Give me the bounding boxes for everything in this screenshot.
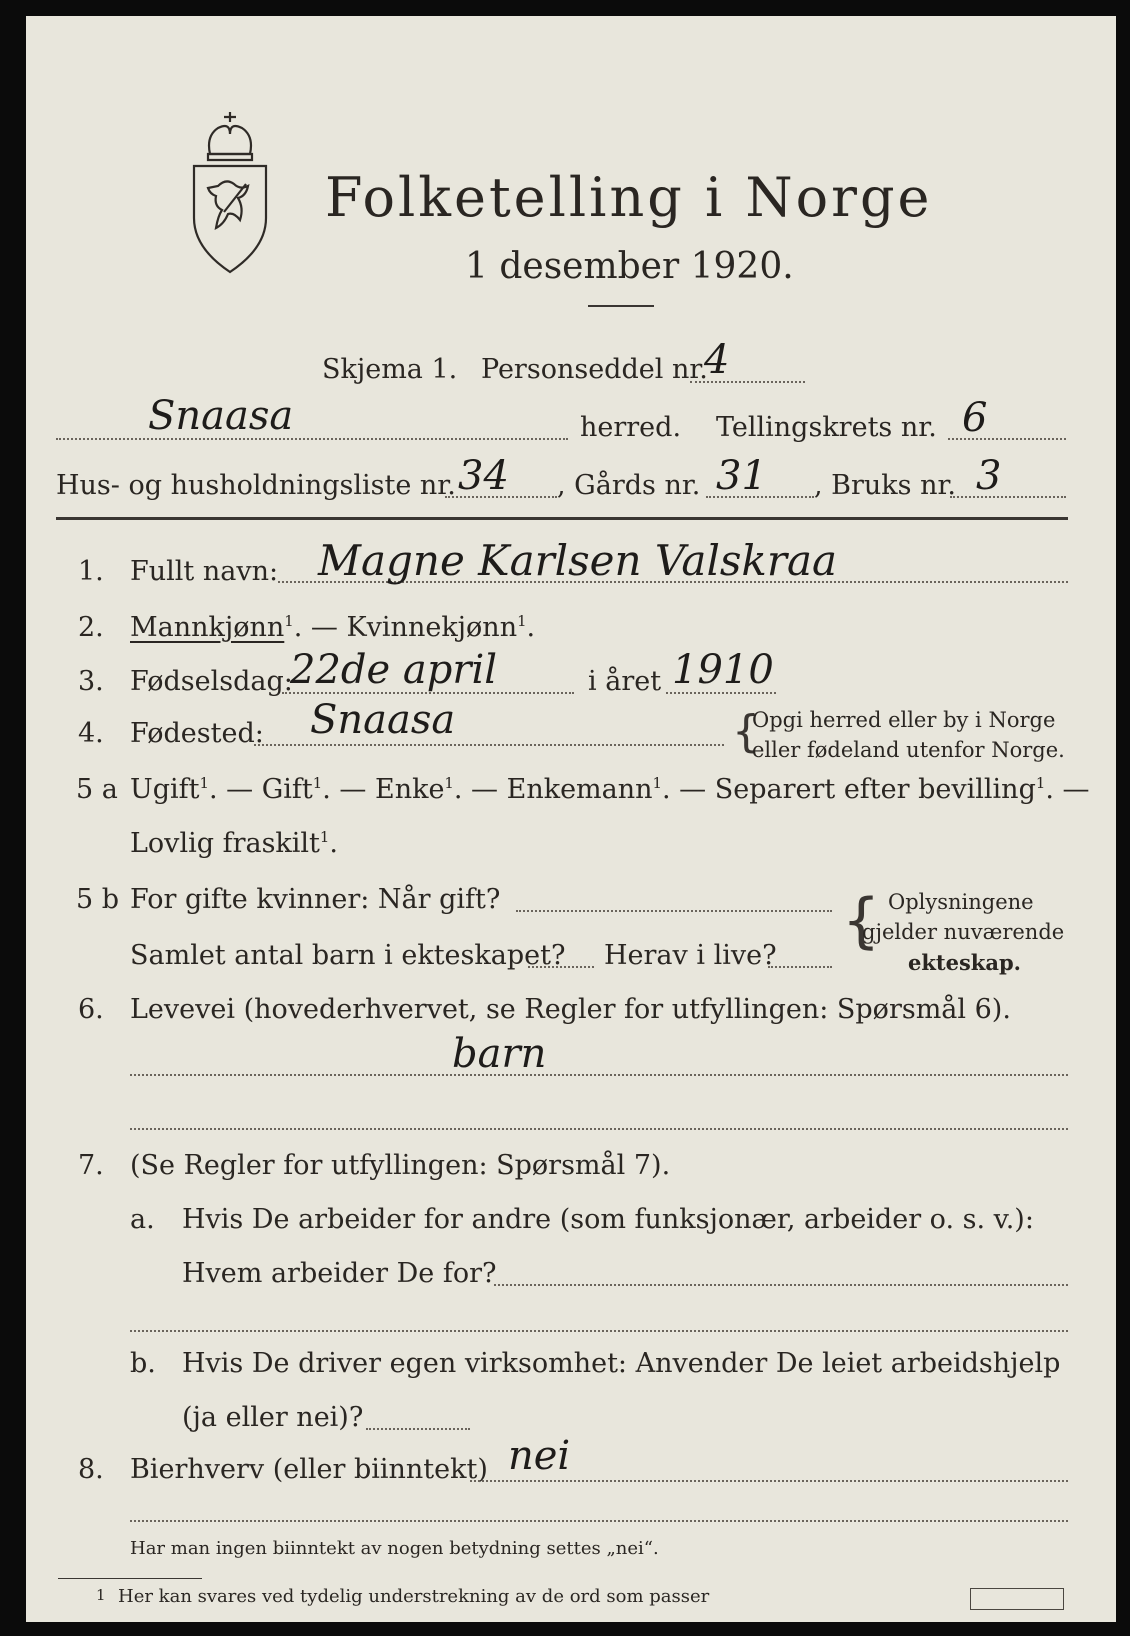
q3-year-value: 1910 bbox=[672, 647, 774, 693]
tellingskrets-label: Tellingskrets nr. bbox=[716, 412, 937, 443]
q1-number: 1. bbox=[78, 556, 104, 587]
bruks-value: 3 bbox=[976, 453, 1002, 499]
footnote-text: Her kan svares ved tydelig understrekning av de ord som passer bbox=[118, 1586, 710, 1607]
q1-label: Fullt navn: bbox=[130, 556, 279, 587]
q2-female-option: Kvinnekjønn bbox=[346, 612, 518, 643]
q5a-divorced-option: Lovlig fraskilt$^1$. bbox=[130, 828, 338, 859]
schema-label: Skjema 1. bbox=[322, 354, 458, 385]
q3-label: Fødselsdag: bbox=[130, 666, 293, 697]
q5b-line1: For gifte kvinner: Når gift? bbox=[130, 884, 501, 915]
printer-stamp bbox=[970, 1588, 1064, 1610]
herred-value: Snaasa bbox=[148, 393, 294, 439]
q4-label: Fødested: bbox=[130, 718, 264, 749]
q5b-note-line3: ekteskap. bbox=[908, 950, 1021, 975]
tellingskrets-value: 6 bbox=[962, 395, 988, 441]
q4-number: 4. bbox=[78, 718, 104, 749]
form-title: Folketelling i Norge bbox=[325, 166, 933, 229]
q5a-marital-options: Ugift$^1$. — Gift$^1$. — Enke$^1$. — Enkemann$^1$. — Separert efter bevilling$^1$. — bbox=[130, 774, 1090, 805]
footnote-divider bbox=[58, 1578, 202, 1579]
q8-note: Har man ingen biinntekt av nogen betydning settes „nei“. bbox=[130, 1538, 659, 1559]
q8-label: Bierhverv (eller biinntekt) bbox=[130, 1454, 488, 1485]
q7a-line1: Hvis De arbeider for andre (som funksjonær, arbeider o. s. v.): bbox=[182, 1204, 1034, 1235]
q3-number: 3. bbox=[78, 666, 104, 697]
q5b-number: 5 b bbox=[76, 884, 120, 915]
title-divider bbox=[588, 305, 654, 307]
norwegian-coat-of-arms-icon bbox=[180, 108, 280, 276]
personseddel-label: Personseddel nr. bbox=[481, 354, 708, 385]
q7b-line1: Hvis De driver egen virksomhet: Anvender De leiet arbeidshjelp bbox=[182, 1348, 1061, 1379]
q4-note-line1: Opgi herred eller by i Norge bbox=[752, 708, 1056, 732]
q3-year-label: i året bbox=[588, 666, 662, 697]
footnote-marker: 1 bbox=[96, 1586, 106, 1604]
gards-label: , Gårds nr. bbox=[557, 470, 701, 501]
q5b-brace: { bbox=[842, 886, 881, 956]
q7b-number: b. bbox=[130, 1348, 156, 1379]
hus-label: Hus- og husholdningsliste nr. bbox=[56, 470, 456, 501]
q7b-line2: (ja eller nei)? bbox=[182, 1402, 364, 1433]
q8-number: 8. bbox=[78, 1454, 104, 1485]
q3-birthday-value: 22de april bbox=[290, 647, 498, 693]
q7a-line2: Hvem arbeider De for? bbox=[182, 1258, 497, 1289]
q6-number: 6. bbox=[78, 994, 104, 1025]
q5b-children-label: Samlet antal barn i ekteskapet? bbox=[130, 940, 566, 971]
q1-full-name-value: Magne Karlsen Valskraa bbox=[318, 536, 838, 585]
q2-number: 2. bbox=[78, 612, 104, 643]
q2-male-option: Mannkjønn bbox=[130, 612, 285, 643]
q7a-number: a. bbox=[130, 1204, 155, 1235]
q4-note-line2: eller fødeland utenfor Norge. bbox=[752, 738, 1065, 762]
personseddel-value: 4 bbox=[704, 337, 730, 383]
q2-gender-options: Mannkjønn$^1$. — Kvinnekjønn$^1$. bbox=[130, 612, 536, 643]
q5b-note-line2: gjelder nuværende bbox=[862, 920, 1065, 944]
q7-label: (Se Regler for utfyllingen: Spørsmål 7). bbox=[130, 1150, 671, 1181]
q8-side-income-value: nei bbox=[508, 1433, 571, 1479]
q6-occupation-value: barn bbox=[452, 1031, 547, 1077]
herred-label: herred. bbox=[580, 412, 682, 443]
hus-value: 34 bbox=[458, 453, 509, 499]
census-date: 1 desember 1920. bbox=[465, 246, 794, 287]
q4-brace: { bbox=[732, 706, 760, 757]
q5b-note-line1: Oplysningene bbox=[888, 890, 1034, 914]
gards-value: 31 bbox=[716, 453, 767, 499]
q6-label: Levevei (hovederhvervet, se Regler for utfyllingen: Spørsmål 6). bbox=[130, 994, 1011, 1025]
q7-number: 7. bbox=[78, 1150, 104, 1181]
q5a-number: 5 a bbox=[76, 774, 118, 805]
q4-birthplace-value: Snaasa bbox=[310, 697, 456, 743]
q5b-alive-label: Herav i live? bbox=[604, 940, 777, 971]
header-divider bbox=[56, 517, 1068, 520]
bruks-label: , Bruks nr. bbox=[814, 470, 957, 501]
